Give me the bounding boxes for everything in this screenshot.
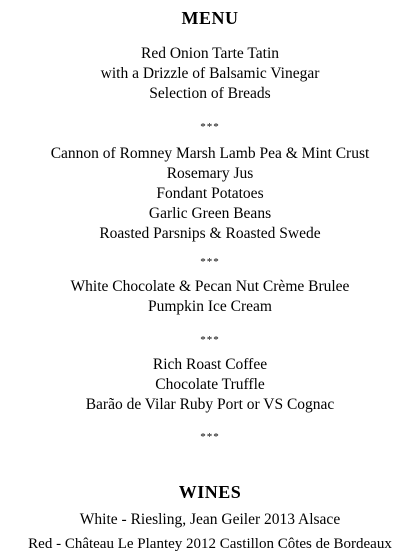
menu-line: Red Onion Tarte Tatin: [140, 45, 280, 62]
menu-line: Garlic Green Beans: [148, 205, 272, 222]
separator: ***: [200, 431, 220, 443]
menu-line: Barão de Vilar Ruby Port or VS Cognac: [85, 396, 335, 413]
menu-line: Cannon of Romney Marsh Lamb Pea & Mint Crust: [50, 145, 370, 162]
separator: ***: [200, 256, 220, 268]
menu-line: Fondant Potatoes: [156, 185, 264, 202]
wines-title: WINES: [178, 482, 242, 502]
menu-title: MENU: [181, 8, 239, 28]
menu-section-main: [0, 144, 420, 244]
menu-line: Chocolate Truffle: [155, 376, 265, 393]
wine-red: Red - Château Le Plantey 2012 Castillon Côtes de Bordeaux: [28, 536, 392, 552]
menu-line: White Chocolate & Pecan Nut Crème Brulee: [70, 278, 350, 295]
menu-line: with a Drizzle of Balsamic Vinegar: [100, 65, 320, 82]
menu-line: Pumpkin Ice Cream: [148, 298, 272, 315]
menu-section-dessert: [0, 277, 420, 317]
menu-section-starter: [0, 44, 420, 104]
separator: ***: [200, 334, 220, 346]
menu-line: Roasted Parsnips & Roasted Swede: [99, 225, 321, 242]
menu-line: Rich Roast Coffee: [152, 356, 268, 373]
menu-line: Selection of Breads: [149, 85, 271, 102]
separator: ***: [200, 121, 220, 133]
menu-line: Rosemary Jus: [166, 165, 254, 182]
menu-section-coffee: [0, 355, 420, 415]
wine-white: White - Riesling, Jean Geiler 2013 Alsace: [79, 511, 341, 528]
